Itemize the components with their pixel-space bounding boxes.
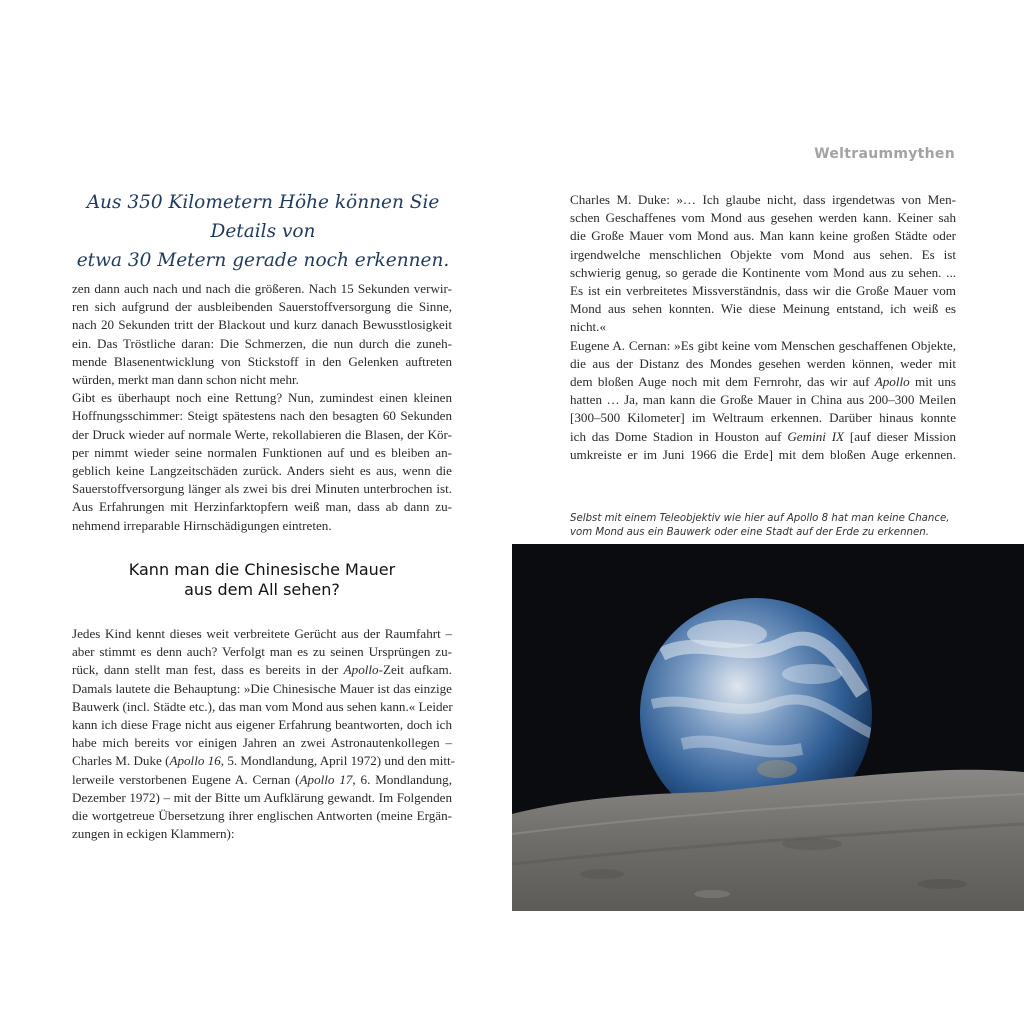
text-line: schen Geschaffenes vom Mond aus gesehen werden kann. Keiner sah	[570, 210, 956, 226]
text-line: die Große Mauer vom Mond aus. Man kann keine großen Städte oder	[570, 228, 956, 244]
pull-quote-line: Aus 350 Kilometern Höhe können Sie Details von	[86, 192, 440, 242]
text-line: schwierig genug, so gerade die Kontinente vom Mond aus zu sehen. ...	[570, 264, 956, 280]
text-line: Damals lautete die Behauptung: »Die Chinesische Mauer ist das einzige	[72, 680, 452, 696]
body-text-block	[72, 625, 455, 843]
text-line: irgendwelche menschlichen Objekte vom Mond aus sehen. Es ist	[570, 246, 956, 262]
italic-run: Apollo 16	[169, 753, 221, 769]
right-page	[512, 0, 1024, 1024]
text-line	[570, 428, 956, 446]
text-line: aber stimmt es denn auch? Verfolgt man es zu seinen Ursprüngen zu-	[72, 644, 452, 660]
text-line: nach 20 Sekunden tritt der Blackout und kurz danach Bewusstlosigkeit	[72, 317, 452, 333]
earthrise-photo	[512, 544, 1024, 911]
italic-run: Apollo	[343, 662, 379, 678]
text-run: Charles M. Duke (	[72, 753, 170, 769]
italic-run: Apollo	[874, 374, 910, 390]
text-line: umkreiste er im Juni 1966 die Erde] mit dem bloßen Auge erkennen.	[570, 446, 956, 462]
italic-run: Apollo 17	[299, 771, 353, 787]
caption-line: vom Mond aus ein Bauwerk oder eine Stadt auf der Erde zu erkennen.	[570, 527, 929, 538]
text-run: -Zeit aufkam.	[378, 662, 452, 678]
text-line: ren sich aufgrund der ausbleibenden Sauerstoffversorgung die Sinne,	[72, 299, 452, 315]
text-line	[72, 752, 455, 770]
text-line	[570, 373, 956, 391]
body-text-block	[570, 191, 956, 464]
text-line: Hoffnungsschimmer: Steigt spätestens nach den besagten 60 Sekunden	[72, 408, 452, 424]
text-line: habe mich bereits vor einigen Jahren an zwei Astronautenkollegen –	[72, 735, 452, 751]
text-line: Jedes Kind kennt dieses weit verbreitete Gerücht aus der Raumfahrt –	[72, 626, 452, 641]
pull-quote	[70, 188, 456, 275]
text-line: geblich keine Langzeitschäden zurück. Anders sieht es aus, wenn die	[72, 463, 452, 479]
italic-run: Gemini IX	[787, 428, 845, 444]
text-run: [auf dieser Mission	[844, 428, 957, 444]
text-run: dem bloßen Auge noch mit dem Fernrohr, das wir auf	[570, 374, 875, 390]
text-line: per nimmt wieder seine normalen Funktionen auf und es bleiben an-	[72, 444, 452, 460]
text-line: hatten … Ja, man kann die Große Mauer in China aus 200–300 Meilen	[570, 392, 956, 408]
text-line: Sauerstoffversorgung länger als zwei bis drei Minuten unterbrochen ist.	[72, 481, 452, 497]
text-run: lerweile verstorbenen Eugene A. Cernan (	[72, 771, 300, 787]
text-line: Eugene A. Cernan: »Es gibt keine vom Menschen geschaffenen Objekte,	[570, 337, 956, 353]
text-line: nicht.«	[570, 319, 607, 335]
text-line: Dezember 1972) – mit der Bitte um Aufklärung gewandt. Im Folgenden	[72, 789, 452, 805]
heading-line: aus dem All sehen?	[184, 580, 340, 599]
earthrise-image	[512, 544, 1024, 911]
text-line	[72, 661, 452, 679]
text-line: nehmend irreparable Hirnschädigungen eintreten.	[72, 517, 332, 533]
text-line: mende Blasenentwicklung von Stickstoff in den Gelenken auftreten	[72, 353, 452, 369]
text-line: die wortgetreue Übersetzung ihrer englischen Antworten (meine Ergän-	[72, 808, 452, 824]
text-line: Aus Erfahrungen mit Herzinfarktopfern weiß man, dass ab dann zu-	[72, 499, 452, 515]
text-line: Gibt es überhaupt noch eine Rettung? Nun, zumindest einen kleinen	[72, 390, 452, 406]
text-line: ein. Das Tröstliche daran: Die Schmerzen, die nun durch die zuneh-	[72, 335, 452, 351]
text-line: Es ist ein verbreitetes Missverständnis, dass wir die Große Mauer vom	[570, 283, 956, 299]
text-run: mit uns	[909, 374, 956, 390]
text-line: Charles M. Duke: »… Ich glaube nicht, dass irgendetwas von Men-	[570, 192, 956, 207]
text-run: , 6. Mondlandung,	[352, 771, 452, 787]
text-run: , 5. Mondlandung, April 1972) und den mitt-	[220, 753, 455, 769]
text-line: kann ich diese Frage nicht aus eigener Erfahrung beantworten, doch ich	[72, 717, 452, 733]
heading-line: Kann man die Chinesische Mauer	[128, 560, 396, 579]
text-line: zen dann auch nach und nach die größeren. Nach 15 Sekunden verwir-	[72, 281, 452, 296]
pull-quote-line: etwa 30 Metern gerade noch erkennen.	[76, 250, 450, 271]
text-line: [300–500 Kilometer] im Weltraum erkennen. Darüber hinaus konnte	[570, 410, 956, 426]
text-line: die aus der Distanz des Mondes gesehen werden können, weder mit	[570, 355, 956, 371]
text-line: würden, merkt man dann schon nicht mehr.	[72, 372, 299, 388]
photo-caption	[570, 512, 1010, 540]
running-header: Weltraummythen	[814, 146, 955, 162]
text-line: Mond aus sehen konnten. Wie diese Meinung entstand, ich weiß es	[570, 301, 956, 317]
caption-line: Selbst mit einem Teleobjektiv wie hier auf Apollo 8 hat man keine Chance,	[570, 513, 950, 524]
text-run: rück, dann stellt man fest, dass es bereits in der	[72, 662, 344, 678]
section-heading	[72, 560, 452, 600]
text-line	[72, 771, 452, 789]
text-run: ich das Dome Stadion in Houston auf	[570, 428, 788, 444]
text-line: Bauwerk (incl. Städte etc.), das man vom Mond aus sehen kann.« Leider	[72, 698, 453, 714]
text-line: der Druck wieder auf normale Werte, rekollabieren die Blasen, der Kör-	[72, 426, 452, 442]
body-text-block	[72, 280, 452, 535]
text-line: zungen in eckigen Klammern):	[72, 826, 235, 842]
